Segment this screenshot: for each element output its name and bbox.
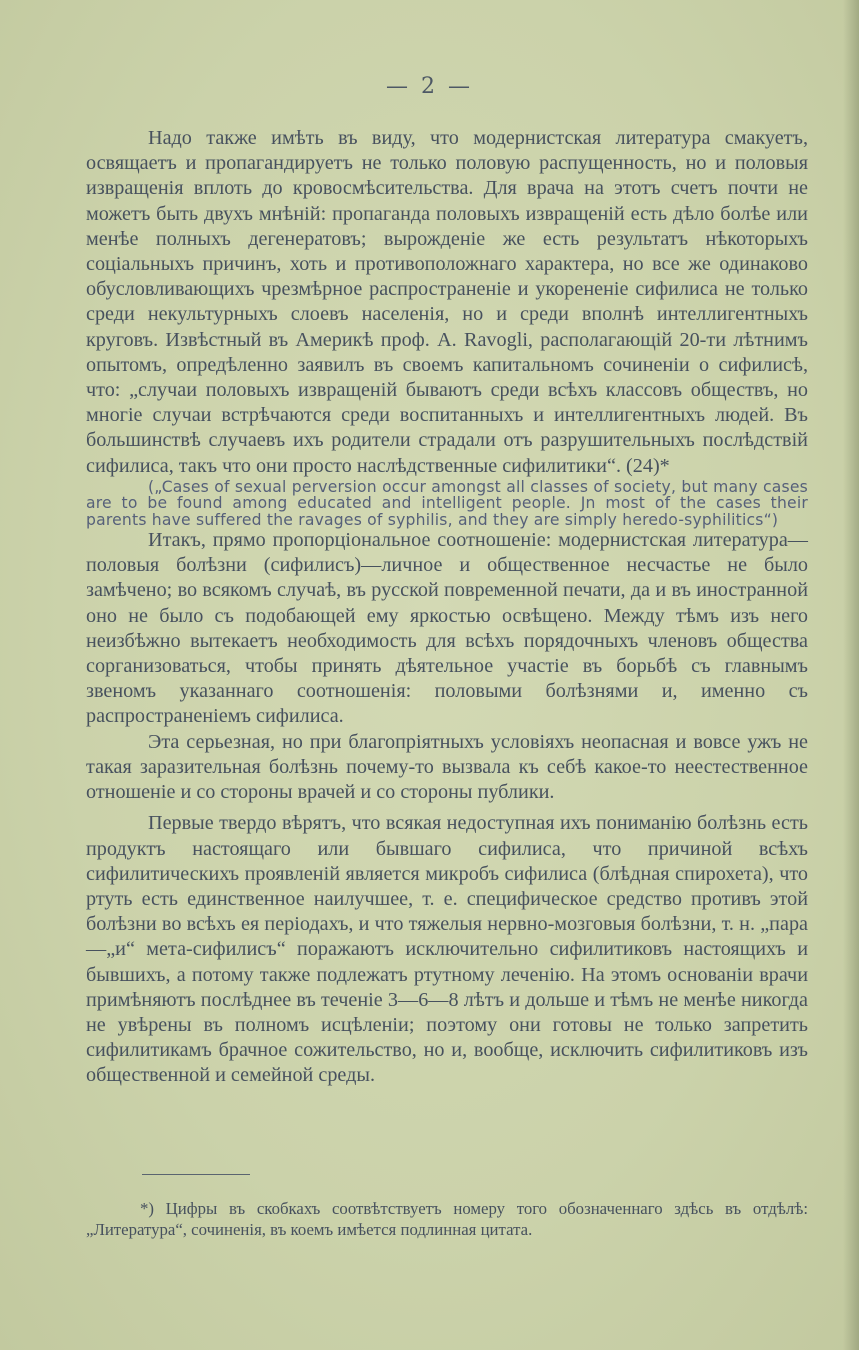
paragraph-2: Итакъ, прямо пропорціональное соотношеніе: модернистская литература—половыя болѣзни (сифилисъ)—личное и общественное несчастье не было замѣчено; во всякомъ случаѣ, въ русской повременной печати, да и въ иностранной оно не было съ подобающей ему яркостью освѣщено. Между тѣмъ изъ него неизбѣжно вытекаетъ необходимость для всѣхъ порядочныхъ членовъ общества сорганизоваться, чтобы принять дѣятельное участіе въ борьбѣ съ главнымъ звеномъ указаннаго соотношенія: половыми болѣзнями и, именно съ распространеніемъ сифилиса.: [86, 529, 808, 728]
english-quote: („Cases of sexual perversion occur amongst all classes of society, but many cases are to be found among educated and intelligent people. Jn most of the cases their parents have suffered the ravages of syphilis, and they are simply heredo-syphilitics“): [86, 477, 808, 529]
page-number: — 2 —: [386, 74, 473, 99]
paragraph-3: Эта серьезная, но при благопріятныхъ условіяхъ неопасная и вовсе ужъ не такая заразительная болѣзнь почему-то вызвала къ себѣ какое-то неестественное отношеніе и со стороны врачей и со стороны публики.: [86, 730, 808, 804]
page-edge-shadow: [843, 0, 859, 1350]
footnote-divider: [142, 1174, 250, 1175]
paragraph-4: Первые твердо вѣрятъ, что всякая недоступная ихъ пониманію болѣзнь есть продуктъ настоящаго или бывшаго сифилиса, что причиной всѣхъ сифилитическихъ проявленій является микробъ сифилиса (блѣдная спирохета), что ртуть есть единственное наилучшее, т. е. специфическое средство противъ этой болѣзни во всѣхъ ея періодахъ, и что тяжелыя нервно-мозговыя болѣзни, т. н. „пара—„и“ мета-сифилисъ“ поражаютъ исключительно сифилитиковъ настоящихъ и бывшихъ, а потому также подлежатъ ртутному леченію. На этомъ основаніи врачи примѣняютъ послѣднее въ теченіе 3—6—8 лѣтъ и дольше и тѣмъ не менѣе никогда не увѣрены въ полномъ исцѣленіи; поэтому они готовы не только запретить сифилитикамъ брачное сожительство, но и, вообще, исключить сифилитиковъ изъ общественной и семейной среды.: [86, 812, 808, 1087]
main-text: [86, 126, 808, 1089]
footnote: *) Цифры въ скобкахъ соотвѣтствуетъ номеру того обозначеннаго здѣсь въ отдѣлѣ: „Литература“, сочиненія, въ коемъ имѣется подлинная цитата.: [86, 1199, 808, 1239]
paragraph-1: Надо также имѣть въ виду, что модернистская литература смакуетъ, освящаетъ и пропагандируетъ не только половую распущенность, но и половыя извращенія вплоть до кровосмѣсительства. Для врача на этотъ счетъ почти не можетъ быть двухъ мнѣній: пропаганда половыхъ извращеній есть дѣло болѣе или менѣе полныхъ дегенератовъ; вырожденіе же есть результатъ нѣкоторыхъ соціальныхъ причинъ, хоть и противоположнаго характера, но все же одинаково обусловливающихъ чрезмѣрное распространеніе и укорененіе сифилиса не только среди некультурныхъ слоевъ населенія, но и среди вполнѣ интеллигентныхъ круговъ. Извѣстный въ Америкѣ проф. A. Ravogli, располагающій 20-ти лѣтнимъ опытомъ, опредѣленно заявилъ въ своемъ капитальномъ сочиненіи о сифилисѣ, что: „случаи половыхъ извращеній бываютъ среди всѣхъ классовъ обществъ, но многіе случаи встрѣчаются среди воспитанныхъ и интеллигентныхъ людей. Въ большинствѣ случаевъ ихъ родители страдали отъ разрушительныхъ послѣдствій сифилиса, такъ что они просто наслѣдственные сифилитики“. (24)*: [86, 127, 808, 477]
